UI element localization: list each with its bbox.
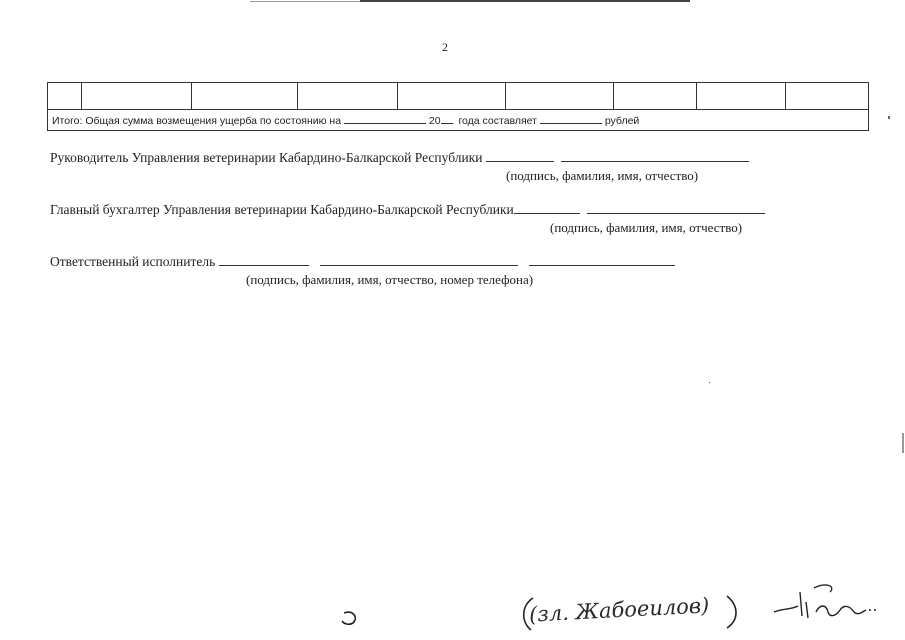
table-cell [298,83,398,110]
damage-table [47,82,869,131]
accountant-caption: (подпись, фамилия, имя, отчество) [550,220,743,235]
accountant-signature-line [50,202,765,218]
table-cell [786,83,869,110]
currency-label: рублей [604,115,640,127]
executor-title: Ответственный исполнитель [50,254,216,269]
head-caption: (подпись, фамилия, имя, отчество) [506,168,699,183]
executor-name-blank [320,254,518,266]
year-blank [441,113,453,124]
year-prefix: 20 [428,115,441,127]
head-title: Руководитель Управления ветеринарии Кабардино-Балкарской Республики [50,150,483,165]
scan-edge-mark [902,433,904,453]
total-row [48,110,869,131]
table-cell [82,83,192,110]
scan-speck [888,116,890,119]
table-cell [48,83,82,110]
accountant-signature-blank [514,202,580,214]
handwritten-signature [770,582,880,626]
head-signature-line [50,150,749,166]
scan-edge-line-left [250,1,360,2]
table-row [48,83,869,110]
table-cell [192,83,298,110]
table-cell [506,83,614,110]
date-blank [344,113,426,124]
executor-caption: (подпись, фамилия, имя, отчество, номер телефона) [246,272,534,287]
head-signature-blank [486,150,554,162]
table-cell [614,83,697,110]
accountant-title: Главный бухгалтер Управления ветеринарии Кабардино-Балкарской Республики [50,202,514,217]
handwritten-note [515,592,745,632]
amount-label: года составляет [458,115,537,127]
handwritten-note-text: (зл. Жабоеилов) [528,593,710,627]
total-label: Итого: Общая сумма возмещения ущерба по состоянию на [52,115,342,127]
executor-signature-blank [219,254,309,266]
accountant-name-blank [587,202,765,214]
scan-speck [709,382,710,383]
head-name-blank [561,150,749,162]
page-number: 2 [442,40,448,54]
table-cell [697,83,786,110]
table-cell [398,83,506,110]
handwritten-mark [338,608,362,628]
amount-blank [540,113,602,124]
scan-edge-line [360,0,690,2]
total-row-text [48,110,869,131]
executor-phone-blank [529,254,675,266]
executor-signature-line [50,254,675,270]
